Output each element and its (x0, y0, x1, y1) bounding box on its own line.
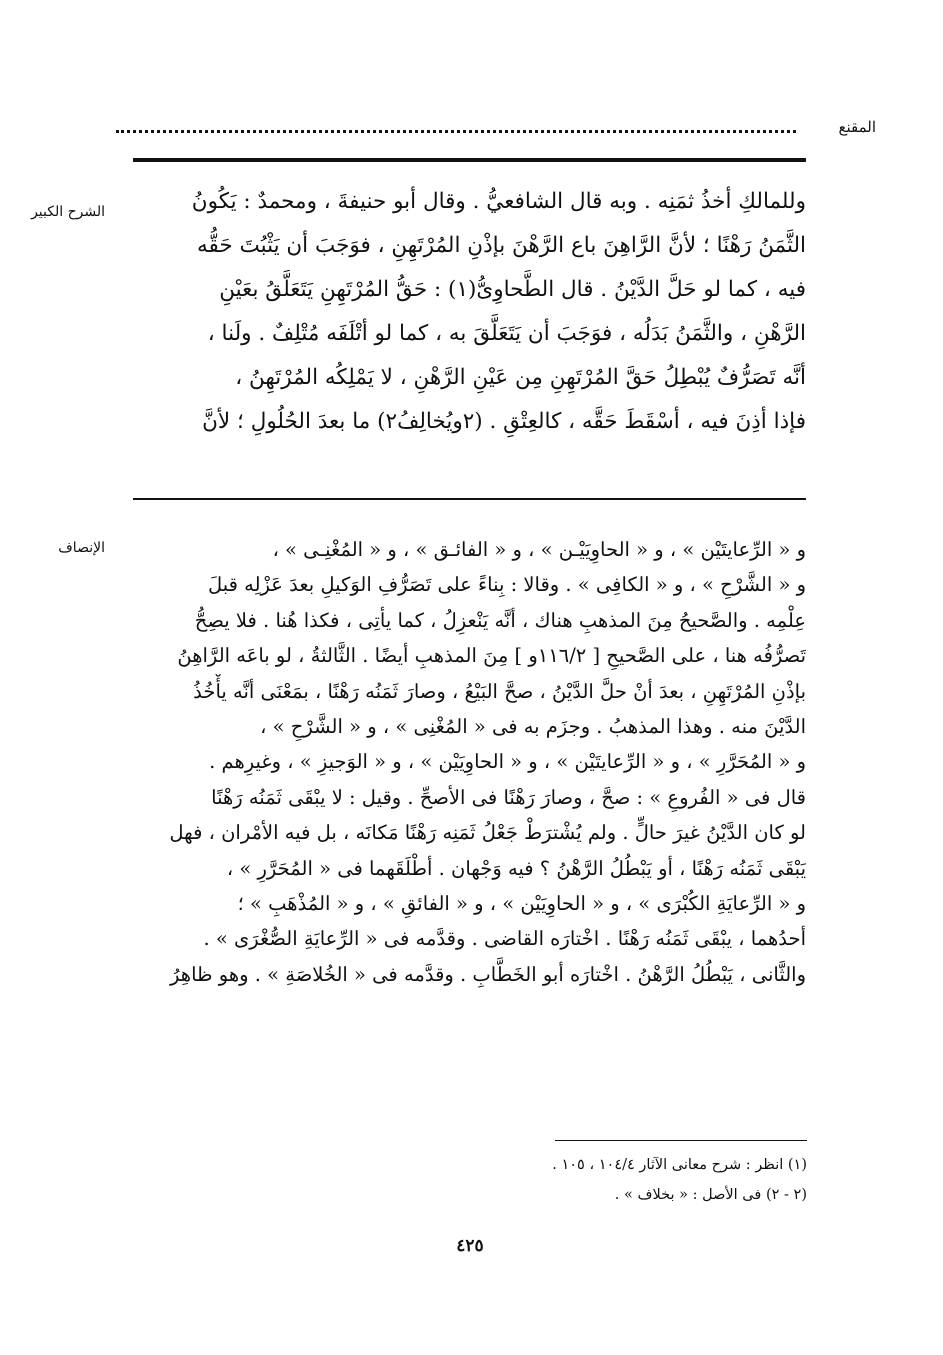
page-header (60, 118, 876, 148)
footnote-rule (555, 1140, 807, 1141)
footnotes (300, 1150, 807, 1210)
sharh-body (133, 180, 806, 444)
insaf-line: قال فى « الفُروعِ » : صحَّ ، وصارَ رَهْنًا فى الأصحِّ . وقيل : لا يبْقَى ثَمَنُه رَهْنًا (211, 785, 806, 809)
footnote-2: (٢ - ٢) فى الأصل : « بخلاف » . (614, 1187, 807, 1203)
header-rule (133, 158, 806, 162)
insaf-line: و « الشَّرْحِ » ، و « الكافِى » . وقالا : بِناءً على تَصَرُّفِ الوَكيلِ بعدَ عَزْلِه قبلَ (207, 573, 806, 597)
sharh-line: الثَّمَنُ رَهْنًا ؛ لأنَّ الرَّاهِنَ باع الرَّهْنَ بإذْنِ المُرْتَهِنِ ، فوَجَبَ أن يَثْبُتَ حَقُّه (196, 233, 806, 258)
insaf-line: يَبْقَى ثَمَنُه رَهْنًا ، أو يَبْطُلُ الرَّهْنُ ؟ فيه وَجْهان . أطْلَقَهما فى « المُحَرَّرِ » ، (226, 856, 806, 880)
insaf-line: والثَّانى ، يَبْطُلُ الرَّهْنُ . اخْتارَه أبو الخَطَّابِ . وقدَّمه فى « الخُلاصَةِ » . وهو ظاهِرُ (170, 962, 806, 986)
insaf-line: بإذْنِ المُرْتَهِنِ ، بعدَ أنْ حلَّ الدَّيْنُ ، صحَّ البَيْعُ ، وصارَ ثَمَنُه رَهْنًا ، بمَعْنَى أنَّه يأْخُذُ (193, 679, 806, 703)
sharh-side-label: الشرح الكبير (31, 204, 105, 220)
insaf-line: لو كان الدَّيْنُ غيرَ حالٍّ . ولم يُشْترَطْ جَعْلُ ثَمَنِه رَهْنًا مَكانَه ، بل فيه الأمْران ، فهل (169, 821, 806, 845)
insaf-line: عِلْمِه . والصَّحيحُ مِنَ المذهبِ هناك ، أنَّه يَنْعزِلُ ، كما يأتِى ، فكذا هُنا . فلا يصِحُّ (194, 608, 806, 632)
sharh-line: فإذا أذِنَ فيه ، أسْقَطَ حَقَّه ، كالعِتْقِ . (٢ويُخالِفُ٢) ما بعدَ الحُلُولِ ؛ لأنَّ (202, 409, 806, 434)
insaf-line: الدَّيْنَ منه . وهذا المذهبُ . وجزَم به فى « المُغْنِى » ، و « الشَّرْحِ » ، (260, 715, 806, 739)
section-divider (133, 498, 806, 500)
insaf-body (133, 532, 806, 992)
footnote-1: (١) انظر : شرح معانى الآثار ١٠٤/٤ ، ١٠٥ . (552, 1157, 807, 1173)
insaf-line: و « الرِّعايتَيْن » ، و « الحاوِيَيْـن » ، و « الفائـق » ، و « المُغْنِـى » ، (272, 538, 806, 561)
sharh-line: الرَّهْنِ ، والثَّمَنُ بَدَلُه ، فوَجَبَ أن يَتَعَلَّقَ به ، كما لو أتْلَفَه مُتْلِفٌ . ولَنا ، (207, 321, 806, 346)
page-number: ٤٢٥ (456, 1236, 484, 1256)
insaf-line: تَصرُّفُه هنا ، على الصَّحيحِ [ ١١٦/٢و ] مِنَ المذهبِ أيضًا . الثَّالثةُ ، لو باعَه الرَّاهِنُ (177, 644, 806, 668)
header-dotted-rule (116, 120, 796, 133)
insaf-line: و « الرِّعايَةِ الكُبْرَى » ، و « الحاوِيَيْن » ، و « الفائقِ » ، و « المُذْهَبِ » ؛ (237, 892, 806, 916)
sharh-line: أنَّه تَصَرُّفٌ يُبْطِلُ حَقَّ المُرْتَهِنِ مِن عَيْنِ الرَّهْنِ ، لا يَمْلِكُه المُرْتَهِنُ ، (235, 365, 806, 390)
sharh-line: فيه ، كما لو حَلَّ الدَّيْنُ . قال الطَّحاوِىُّ(١) : حَقُّ المُرْتَهِنِ يَتَعَلَّقُ بعَيْنِ (219, 277, 806, 302)
header-title: المقنع (838, 118, 876, 136)
insaf-side-label: الإنصاف (58, 540, 105, 556)
insaf-line: و « المُحَرَّرِ » ، و « الرِّعايتَيْن » ، و « الحاوِيَيْن » ، و « الوَجيزِ » ، وغيرِهم . (209, 750, 806, 774)
insaf-line: أحدُهما ، يبْقَى ثَمَنُه رَهْنًا . اخْتارَه القاضى . وقدَّمه فى « الرِّعايَةِ الصُّغْرَى » . (203, 927, 806, 951)
sharh-line: وللمالكِ أخذُ ثمَنِه . وبه قال الشافعيُّ . وقال أبو حنيفةَ ، ومحمدٌ : يَكُونُ (191, 189, 806, 214)
